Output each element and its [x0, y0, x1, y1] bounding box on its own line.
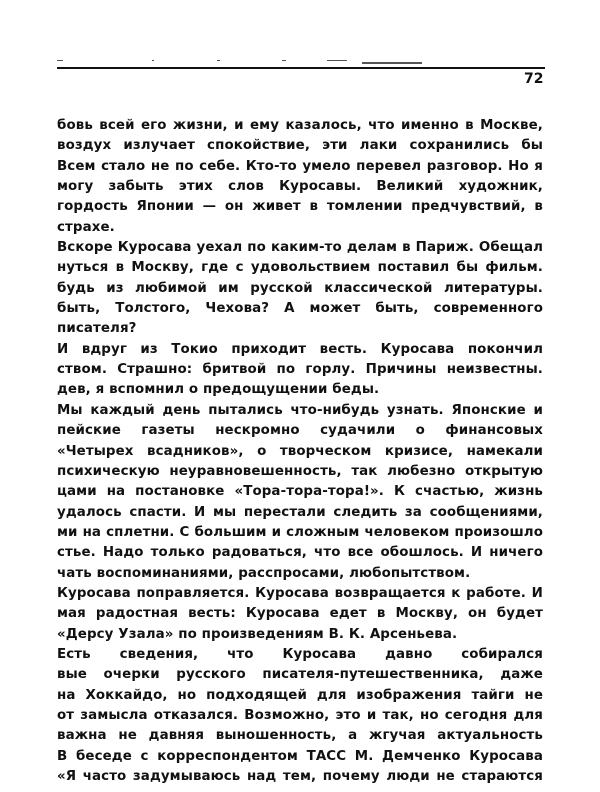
text-line: мая радостная весть: Куросава едет в Москву, он будет — [57, 606, 543, 622]
text-line: будь из любимой им русской классической литературы. — [57, 280, 543, 296]
text-line: Куросава поправляется. Куросава возвращается к работе. И — [57, 585, 543, 601]
text-line: И вдруг из Токио приходит весть. Куросава покончил — [57, 341, 543, 357]
text-line: быть, Толстого, Чехова? А может быть, современного — [57, 301, 543, 317]
text-line: пейские газеты нескромно судачили о финансовых — [57, 423, 543, 439]
text-line: психическую неуравновешенность, так любезно открытую — [57, 463, 543, 479]
text-line: стье. Надо только радоваться, что все обошлось. И ничего — [57, 545, 543, 561]
text-line: вые очерки русского писателя-путешественника, даже — [57, 667, 543, 683]
text-line: ством. Страшно: бритвой по горлу. Причины неизвестны. — [57, 362, 543, 378]
text-line: Вскоре Куросава уехал по каким-то делам в Париж. Обещал — [57, 240, 543, 256]
text-line: «Я часто задумываюсь над тем, почему люди не стараются — [57, 769, 543, 784]
text-line: страхе. — [57, 219, 115, 235]
text-line: дев, я вспомнил о предощущении беды. — [57, 382, 380, 398]
body-text — [57, 116, 543, 787]
text-line: удалось спасти. И мы перестали следить за сообщениями, — [57, 504, 543, 520]
text-line: цами на постановке «Тора-тора-тора!». К счастью, жизнь — [57, 484, 543, 500]
text-line: писателя? — [57, 321, 137, 337]
text-line: гордость Японии — он живет в томлении предчувствий, в — [57, 199, 543, 215]
page-number: 72 — [524, 71, 544, 87]
text-line: «Дерсу Узала» по произведениям В. К. Арсеньева. — [57, 626, 458, 642]
text-line: от замысла отказался. Возможно, это и так, но сегодня для — [57, 707, 543, 723]
text-line: могу забыть этих слов Куросавы. Великий художник, — [57, 179, 543, 195]
text-line: на Хоккайдо, но подходящей для изображения тайги не — [57, 687, 543, 703]
text-line: чать воспоминаниями, расспросами, любопытством. — [57, 565, 471, 581]
header-rule — [57, 67, 545, 69]
text-line: важна не давняя выношенность, а жгучая актуальность — [57, 728, 543, 744]
text-line: нуться в Москву, где с удовольствием поставил бы фильм. — [57, 260, 543, 276]
text-line: Мы каждый день пытались что-нибудь узнать. Японские и — [57, 402, 543, 418]
header-specks — [57, 58, 457, 64]
text-line: ми на сплетни. С большим и сложным человеком произошло — [57, 524, 543, 540]
text-line: «Четырех всадников», о творческом кризисе, намекали — [57, 443, 543, 459]
text-line: В беседе с корреспондентом ТАСС М. Демченко Куросава — [57, 748, 543, 764]
text-line: бовь всей его жизни, и ему казалось, что именно в Москве, — [57, 118, 543, 133]
text-line: воздух излучает спокойствие, эти лаки сохранились бы — [57, 138, 543, 154]
text-line: Всем стало не по себе. Кто-то умело перевел разговор. Но я — [57, 158, 543, 174]
text-line: Есть сведения, что Куросава давно собирался — [57, 646, 543, 662]
